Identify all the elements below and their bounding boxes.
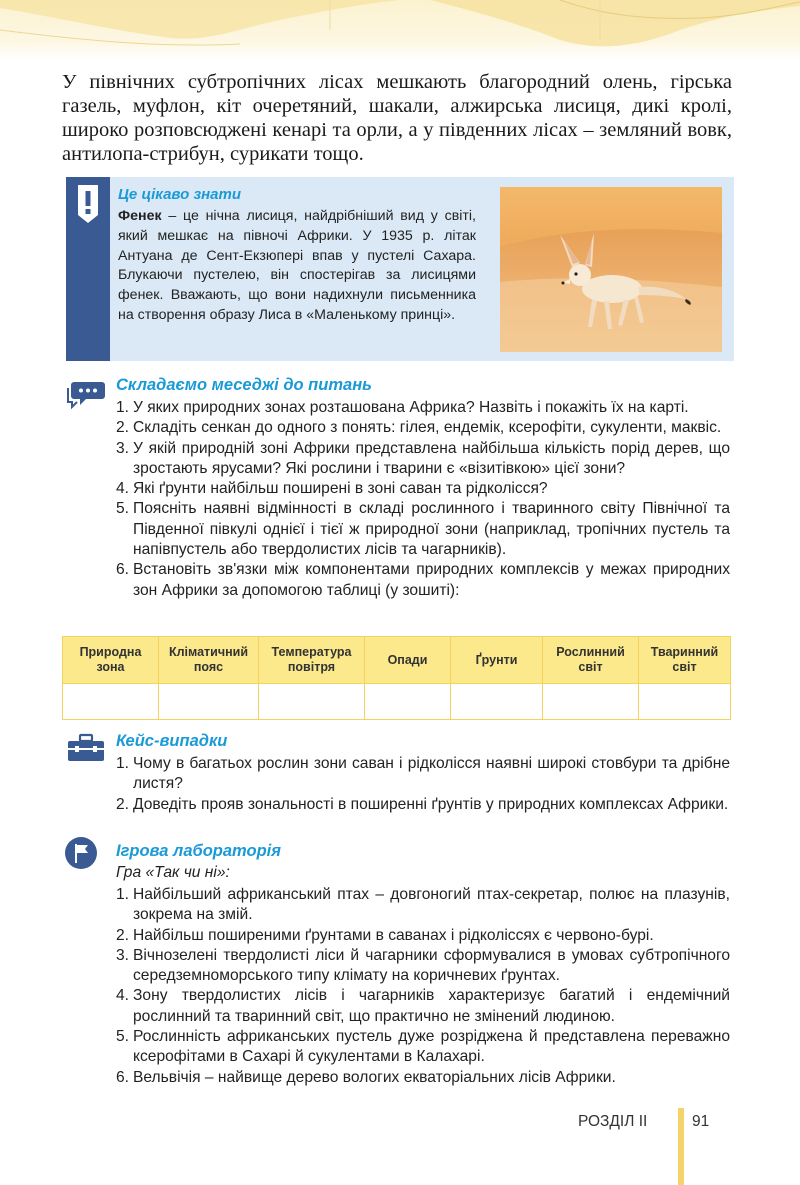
table-header-cell: Рослинний світ	[543, 637, 639, 684]
cases-list	[116, 754, 730, 815]
table-cell	[259, 684, 365, 720]
section-title-cases: Кейс-випадки	[116, 732, 228, 750]
chat-bubble-icon	[66, 378, 106, 415]
game-list	[116, 885, 730, 1088]
table-header-cell: Опади	[365, 637, 451, 684]
table-header-cell: Ґрунти	[451, 637, 543, 684]
intro-text: У північних субтропічних лісах мешкають благородний олень, гірська газель, муфлон, кіт очеретяний, шакали, алжирська лисиця, дикі кролі, широко розповсюджені кенарі та орли, а у південних лісах – земляний вовк, антилопа-стрибун, сурикати тощо.	[62, 71, 732, 165]
section-label: РОЗДІЛ ІІ	[578, 1113, 648, 1130]
list-item: 3. У якій природній зоні Африки представлена найбільша кількість порід дерев, що зростають ярусами? Які рослини і тварини є «візитівкою» цієї зони?	[116, 439, 730, 477]
intro-paragraph	[62, 70, 732, 166]
table-row	[63, 684, 731, 720]
table-cell	[63, 684, 159, 720]
list-item: 2. Доведіть прояв зональності в поширенні ґрунтів у природних комплексах Африки.	[116, 795, 729, 813]
decorative-map-header	[0, 0, 800, 60]
footer-divider	[678, 1108, 684, 1185]
info-box-title: Це цікаво знати	[118, 186, 242, 203]
section-title-messages: Складаємо меседжі до питань	[116, 376, 372, 394]
table-cell	[639, 684, 731, 720]
briefcase-icon	[66, 733, 106, 768]
table-cell	[365, 684, 451, 720]
section-title-game: Ігрова лабораторія	[116, 842, 281, 860]
info-box-body: – це нічна лисиця, найдрібніший вид у світі, який мешкає на півночі Африки. У 1935 р. літак Антуана де Сент-Екзюпері впав у пустелі Сахара. Блукаючи пустелею, він спостерігав за лисицями фенек. Вважають, що вони надихнули письменника на створення образу Лиса в «Маленькому принці».	[118, 208, 476, 323]
table-header-cell: Природна зона	[63, 637, 159, 684]
table-header-cell: Кліматичний пояс	[159, 637, 259, 684]
info-box-term: Фенек	[118, 208, 162, 224]
table-header-cell: Температура повітря	[259, 637, 365, 684]
list-item: 1. Чому в багатьох рослин зони саван і рідколісся наявні широкі стовбури та дрібне листя?	[116, 755, 730, 793]
table-cell	[159, 684, 259, 720]
list-item: 4. Зону твердолистих лісів і чагарників характеризує багатий і ендемічний рослинний та тваринний світ, що практично не змінений людиною.	[116, 987, 730, 1025]
list-item: 5. Поясніть наявні відмінності в складі рослинного і тваринного світу Північної та Південної півкулі однієї і тієї ж природної зони (наприклад, тропічних пустель та напівпустель або твердолистих лісів та чагарників).	[116, 500, 730, 559]
list-item: 5. Рослинність африканських пустель дуже розріджена й представлена переважно ксерофітами в Сахарі й сукулентами в Калахарі.	[116, 1028, 730, 1066]
list-item: 6. Вельвічія – найвище дерево вологих екваторіальних лісів Африки.	[116, 1068, 616, 1086]
table-cell	[543, 684, 639, 720]
list-item: 6. Встановіть зв'язки між компонентами природних комплексів у межах природних зон Африки за допомогою таблиці (у зошиті):	[116, 561, 730, 599]
list-item: 2. Складіть сенкан до одного з понять: гілея, ендемік, ксерофіти, сукуленти, маквіс.	[116, 419, 722, 437]
list-item: 4. Які ґрунти найбільш поширені в зоні саван та рідколісся?	[116, 480, 548, 498]
list-item: 1. Найбільший африканський птах – довгоногий птах-секретар, полює на плазунів, зокрема на змій.	[116, 886, 730, 924]
info-box-bar	[66, 177, 110, 361]
components-table	[62, 636, 730, 720]
fennec-fox-photo	[500, 187, 722, 352]
page-number: 91	[692, 1113, 710, 1130]
table-header-cell: Тваринний світ	[639, 637, 731, 684]
table-cell	[451, 684, 543, 720]
messages-list	[116, 398, 730, 601]
table-header-row	[63, 637, 731, 684]
game-subtitle: Гра «Так чи ні»:	[116, 864, 230, 881]
info-box	[66, 177, 734, 361]
list-item: 3. Вічнозелені твердолисті ліси й чагарники сформувалися в умовах субтропічного середземноморського типу клімату на коричневих ґрунтах.	[116, 946, 730, 985]
exclamation-icon	[75, 185, 101, 225]
list-item: 1. У яких природних зонах розташована Африка? Назвіть і покажіть їх на карті.	[116, 399, 689, 416]
flag-icon	[64, 836, 98, 875]
list-item: 2. Найбільш поширеними ґрунтами в саванах і рідколіссях є червоно-бурі.	[116, 926, 654, 944]
info-box-text	[118, 207, 476, 326]
